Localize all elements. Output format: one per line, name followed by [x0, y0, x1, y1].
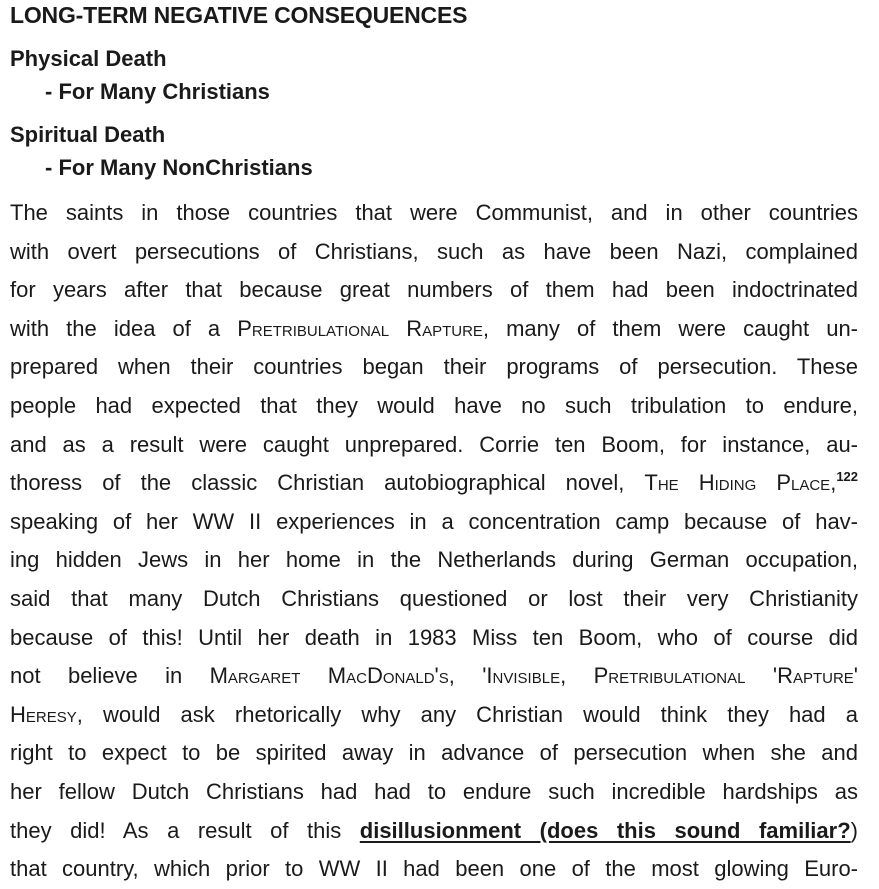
paragraph-line: [10, 464, 858, 503]
paragraph-line: speaking of her WW II experiences in a concentration camp because of hav-: [10, 508, 858, 534]
text-run: ,: [830, 470, 837, 496]
point-title-physical-death: Physical Death: [10, 46, 167, 71]
paragraph-line: said that many Dutch Christians questioned or lost their very Christianity: [10, 585, 858, 611]
small-caps-term: Heresy: [10, 701, 77, 727]
text-run: they did! As a result of this: [10, 817, 360, 843]
paragraph-line: [10, 812, 858, 851]
small-caps-term: Margaret MacDonald's, 'Invisible, Pretribulational 'Rapture': [209, 663, 858, 689]
point-sub-physical-death: - For Many Christians: [45, 79, 270, 104]
paragraph-line: that country, which prior to WW II had been one of the most glowing Euro-: [10, 856, 858, 882]
text-run: ): [850, 817, 858, 843]
paragraph-line: for years after that because great numbers of them had been indoctrinated: [10, 277, 858, 303]
small-caps-term: Pretribulational Rapture: [237, 315, 483, 341]
section-heading: LONG-TERM NEGATIVE CONSEQUENCES: [10, 2, 468, 28]
paragraph-line: [10, 696, 858, 735]
paragraph-line: [10, 657, 858, 696]
point-sub-spiritual-death: - For Many NonChristians: [45, 155, 313, 180]
paragraph-line: people had expected that they would have no such tribulation to endure,: [10, 392, 858, 418]
book-title: The Hiding Place: [644, 470, 831, 496]
point-title-spiritual-death: Spiritual Death: [10, 122, 166, 147]
body-paragraph: [10, 194, 858, 889]
text-run: with the idea of a: [10, 315, 238, 341]
paragraph-line: and as a result were caught unprepared. Corrie ten Boom, for instance, au-: [10, 431, 858, 457]
emphasis-underlined: disillusionment (does this sound familiar?: [359, 817, 851, 843]
paragraph-line: with overt persecutions of Christians, such as have been Nazi, complained: [10, 238, 858, 264]
paragraph-line: right to expect to be spirited away in advance of persecution when she and: [10, 740, 858, 766]
text-run: thoress of the classic Christian autobiographical novel,: [10, 470, 645, 496]
paragraph-line: prepared when their countries began their programs of persecution. These: [10, 354, 858, 380]
footnote-ref[interactable]: 122: [836, 469, 858, 485]
paragraph-line: ing hidden Jews in her home in the Netherlands during German occupation,: [10, 547, 858, 573]
paragraph-line: [10, 310, 858, 349]
paragraph-line: The saints in those countries that were Communist, and in other countries: [10, 200, 858, 225]
text-run: , many of them were caught un-: [482, 315, 858, 341]
text-run: , would ask rhetorically why any Christian would think they had a: [76, 701, 858, 727]
paragraph-line: her fellow Dutch Christians had had to endure such incredible hardships as: [10, 778, 858, 804]
paragraph-line: because of this! Until her death in 1983 Miss ten Boom, who of course did: [10, 624, 858, 650]
text-run: not believe in: [10, 663, 210, 689]
